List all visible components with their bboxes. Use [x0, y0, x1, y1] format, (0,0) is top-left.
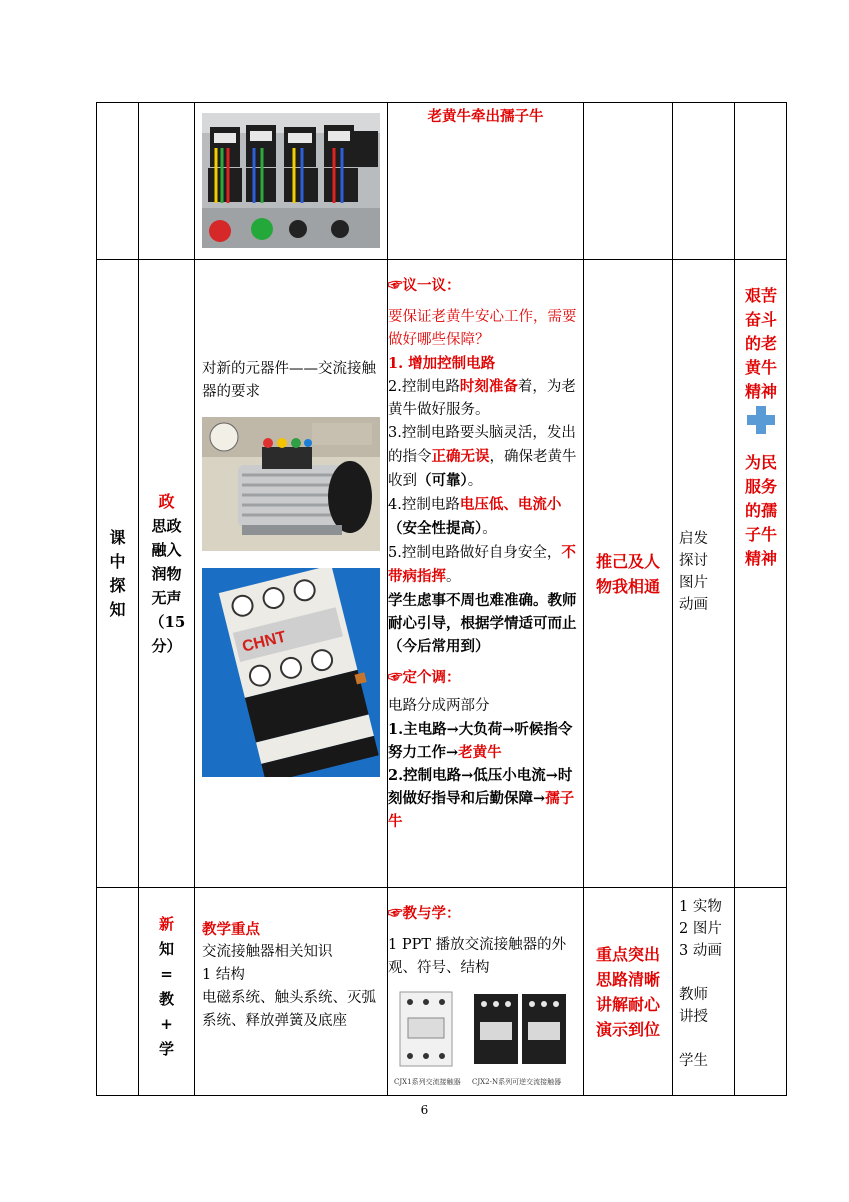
- cjx2n-contactor-image: [472, 990, 568, 1070]
- teach-label: ☞教与学：: [388, 905, 461, 922]
- method-item: 2 图片: [679, 921, 722, 937]
- teacher-text: 对新的元器件——交流接触器的要求: [202, 361, 376, 400]
- method-item: 1 实物: [679, 899, 722, 915]
- stage-char: 学: [158, 1040, 174, 1058]
- stage-time: （15分）: [149, 612, 186, 655]
- method-item: 启发: [679, 531, 708, 547]
- focus-line: 电磁系统、触头系统、灭弧系统、释放弹簧及底座: [202, 990, 376, 1029]
- content-cell: [388, 103, 584, 260]
- point-5: 5.控制电路做好自身安全，不带病指挥。: [388, 544, 576, 585]
- stage-char: 教: [158, 990, 174, 1008]
- method-item: 动画: [679, 597, 708, 613]
- point-2: 2.控制电路时刻准备着，为老黄牛做好服务。: [388, 378, 576, 418]
- ideology-cell: [735, 260, 787, 888]
- point-1: 1. 增加控制电路: [388, 355, 496, 372]
- teach-line: 1 PPT 播放交流接触器的外观、符号、结构: [388, 937, 567, 976]
- ideology-cell: [735, 888, 787, 1096]
- strategy-text: 推己及人物我相通: [595, 551, 660, 596]
- strategy-cell: [584, 260, 673, 888]
- method-item: 学生: [679, 1053, 708, 1069]
- strategy-text: 重点突出思路清晰讲解耐心演示到位: [595, 944, 660, 1039]
- strategy-cell: [584, 888, 673, 1096]
- section-cell: [97, 103, 139, 260]
- stage-cell: [139, 103, 195, 260]
- main-circuit-line: 1.主电路→大负荷→听候指令努力工作→老黄牛: [388, 721, 573, 761]
- stage-description: 思政融入润物无声: [151, 516, 182, 607]
- focus-line: 1 结构: [202, 967, 245, 983]
- content-heading: 老黄牛牵出孺子牛: [427, 108, 544, 125]
- section-cell: [97, 260, 139, 888]
- method-item: 图片: [679, 575, 708, 591]
- image-cell: [195, 103, 388, 260]
- stage-title: 政: [158, 491, 175, 511]
- student-note: 学生虑事不周也难准确。教师耐心引导，根据学情适可而止（今后常用到）: [388, 592, 577, 655]
- method-item: 3 动画: [679, 943, 722, 959]
- method-item: 教师: [679, 987, 708, 1003]
- strategy-cell: [584, 103, 673, 260]
- section-cell: [97, 888, 139, 1096]
- spirit-2: 为民服务的孺子牛精神: [744, 453, 777, 568]
- stage-char: 新: [158, 915, 174, 933]
- method-item: 探讨: [679, 553, 708, 569]
- motor-photo: [202, 417, 380, 551]
- tune-intro: 电路分成两部分: [388, 698, 490, 714]
- contactor-images: [388, 990, 583, 1087]
- stage-char: +: [160, 1015, 173, 1033]
- method-cell: [673, 103, 735, 260]
- method-item: [679, 962, 734, 984]
- plus-icon: [747, 406, 775, 434]
- svg-text:CHNT: CHNT: [240, 628, 288, 656]
- tune-label: ☞定个调：: [388, 669, 461, 686]
- focus-cell: [195, 888, 388, 1096]
- table-row: [97, 103, 787, 260]
- table-row: [97, 888, 787, 1096]
- method-item: 讲授: [679, 1009, 708, 1025]
- table-row: [97, 260, 787, 888]
- content-cell: [388, 260, 584, 888]
- stage-char: =: [160, 965, 173, 983]
- caption: CJX1系列交流接触器: [394, 1078, 461, 1086]
- control-panel-photo: [202, 113, 380, 248]
- control-circuit-line: 2.控制电路→低压小电流→时刻做好指导和后勤保障→孺子牛: [388, 767, 575, 830]
- method-cell: [673, 888, 735, 1096]
- method-cell: [673, 260, 735, 888]
- lesson-plan-table: [96, 102, 787, 1096]
- cjx1-contactor-image: [394, 990, 458, 1070]
- focus-line: 交流接触器相关知识: [202, 944, 333, 960]
- contactor-photo: [202, 568, 380, 777]
- discuss-question: 要保证老黄牛安心工作，需要做好哪些保障？: [388, 309, 577, 348]
- point-3: 3.控制电路要头脑灵活，发出的指令正确无误，确保老黄牛收到（可靠）。: [388, 425, 577, 489]
- stage-cell: [139, 260, 195, 888]
- ideology-cell: [735, 103, 787, 260]
- teacher-cell: [195, 260, 388, 888]
- focus-label: 教学重点: [202, 921, 260, 938]
- section-label: 课中探知: [109, 527, 126, 619]
- point-4: 4.控制电路电压低、电流小（安全性提高）。: [388, 496, 562, 537]
- spirit-1: 艰苦奋斗的老黄牛精神: [744, 286, 777, 401]
- content-cell: [388, 888, 584, 1096]
- stage-cell: [139, 888, 195, 1096]
- method-item: [679, 1028, 734, 1050]
- stage-char: 知: [158, 940, 174, 958]
- page-number: 6: [420, 1103, 429, 1117]
- caption: CJX2-N系列可逆交流接触器: [472, 1078, 562, 1086]
- discuss-label: ☞议一议：: [388, 277, 461, 294]
